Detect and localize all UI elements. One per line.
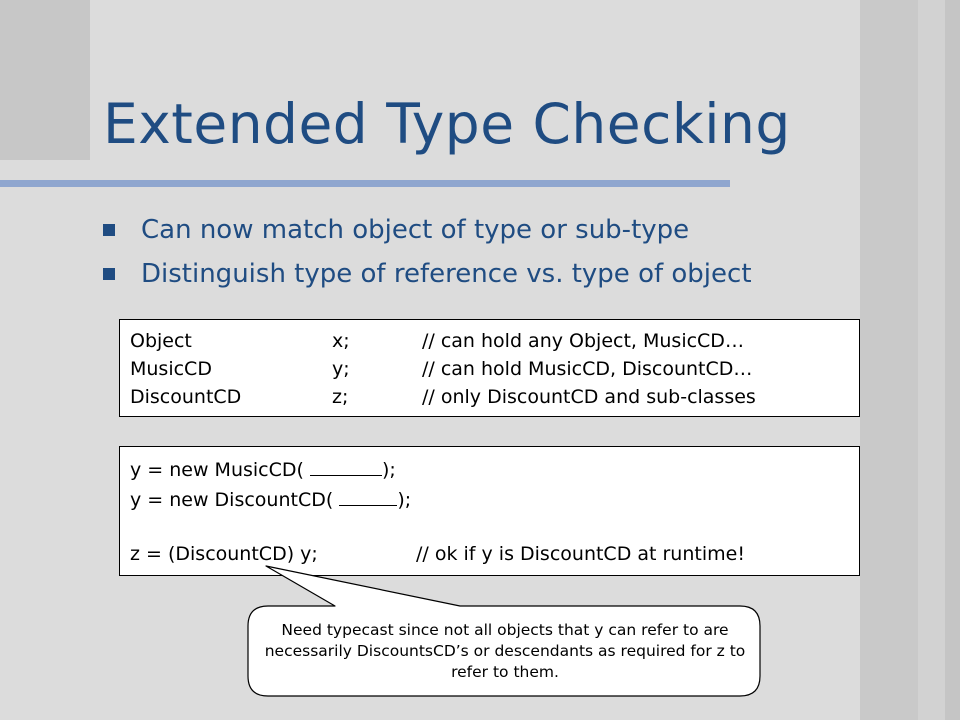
bullet-text: Distinguish type of reference vs. type of object [141, 259, 752, 289]
bullet-text: Can now match object of type or sub-type [141, 215, 690, 245]
declaration-variable: x; [332, 330, 350, 352]
declaration-type: DiscountCD [130, 386, 242, 408]
code-comment: // ok if y is DiscountCD at runtime! [416, 543, 745, 565]
declaration-type: MusicCD [130, 358, 212, 380]
declaration-variable: z; [332, 386, 349, 408]
code-text: y = new MusicCD( [130, 459, 310, 481]
code-text: z = (DiscountCD) y; [130, 543, 318, 565]
callout-text: Need typecast since not all objects that y can refer to are necessarily DiscountsCD’s or descendants as required for z to refer to them. [264, 621, 746, 681]
slide-title: Extended Type Checking [103, 92, 791, 156]
declaration-type: Object [130, 330, 192, 352]
code-text: ); [397, 489, 412, 511]
declaration-comment: // can hold MusicCD, DiscountCD… [422, 358, 753, 380]
code-text: ); [381, 459, 396, 481]
declaration-comment: // only DiscountCD and sub-classes [422, 386, 756, 408]
code-text: y = new DiscountCD( [130, 489, 340, 511]
declaration-comment: // can hold any Object, MusicCD… [422, 330, 744, 352]
declaration-variable: y; [332, 358, 350, 380]
